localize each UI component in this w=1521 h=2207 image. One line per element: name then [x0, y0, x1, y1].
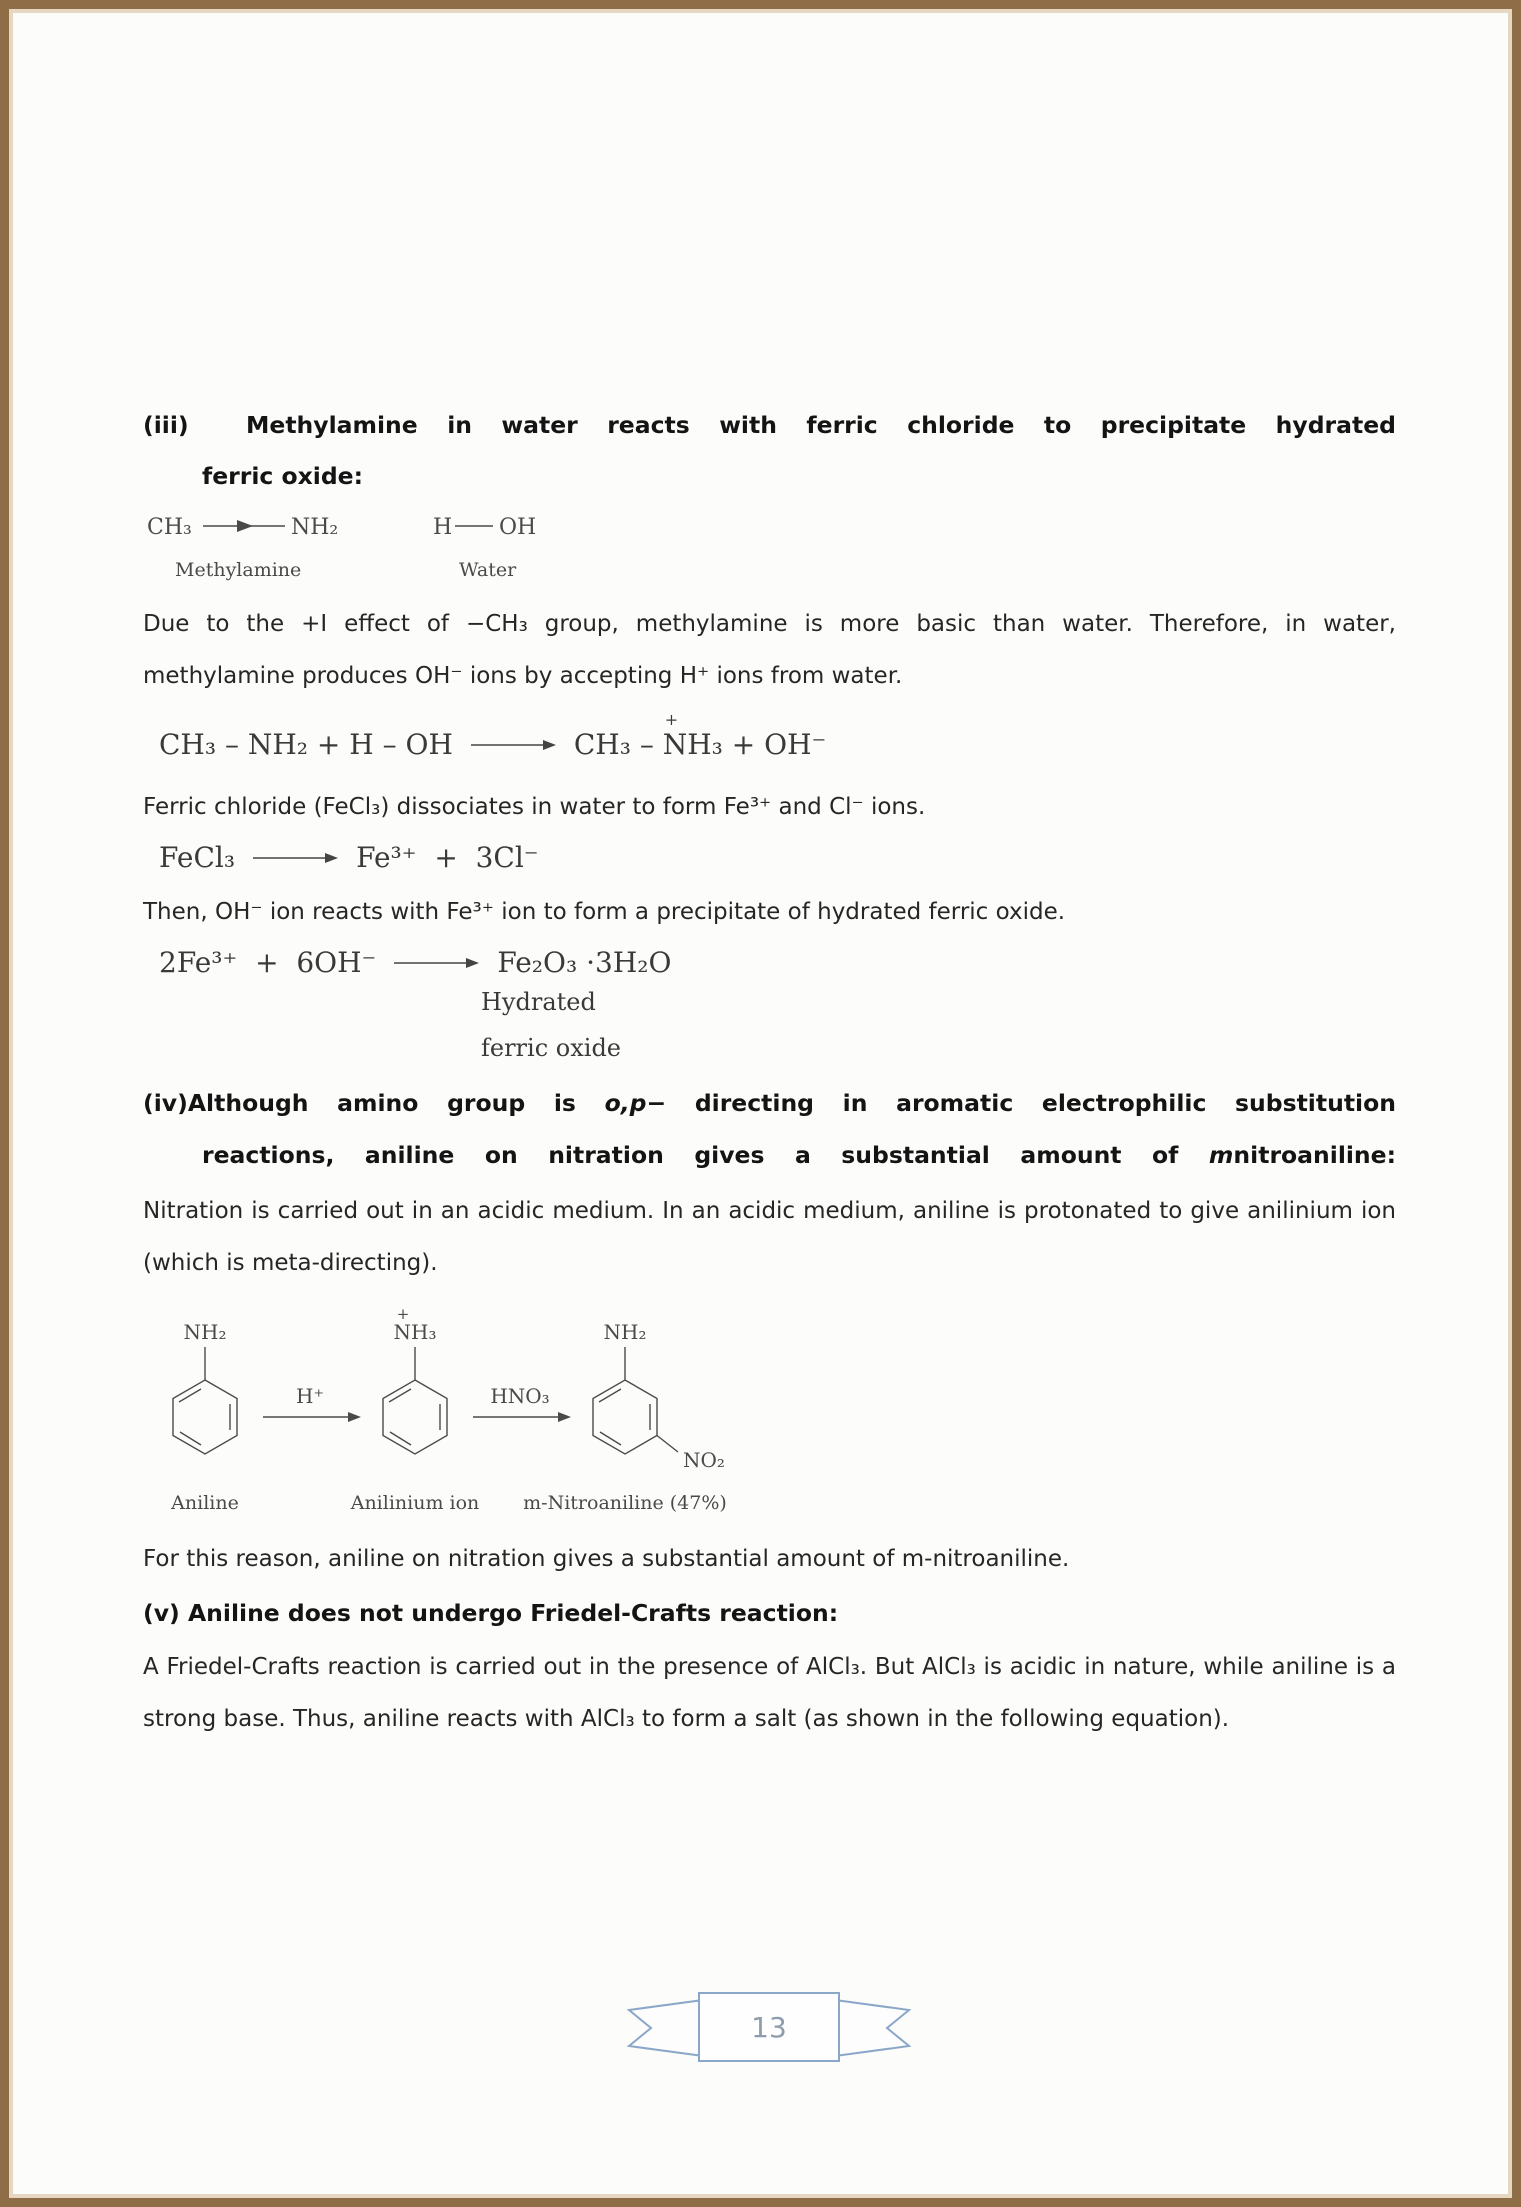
anilinium-benzene-ring [383, 1347, 447, 1454]
arrow1-reagent-label: H⁺ [296, 1384, 324, 1408]
reaction-arrow-icon [253, 850, 338, 866]
methylamine-ch3-formula: CH₃ [147, 515, 192, 540]
section-iii-marker: (iii) [143, 411, 189, 439]
section-v-heading-text: Aniline does not undergo Friedel-Crafts reaction: [187, 1599, 839, 1627]
equation-precipitate [159, 946, 1396, 979]
section-v-heading [143, 1595, 1396, 1631]
nitrogen-symbol: N [662, 728, 688, 761]
equation-precipitate-rhs: Fe₂O₃ ·3H₂O [497, 946, 672, 979]
page-number: 13 [751, 2011, 787, 2044]
nitroaniline-no2-group: NO₂ [683, 1448, 725, 1472]
section-iv-heading-line1 [143, 1085, 1396, 1121]
page-content [143, 9, 1396, 1745]
para-dissociation: Ferric chloride (FeCl₃) dissociates in water to form Fe³⁺ and Cl⁻ ions. [143, 794, 926, 820]
anilinium-plus-charge: + [396, 1305, 410, 1323]
water-oh-formula: OH [499, 515, 537, 540]
equation-protonation-rhs-pre: CH₃ – [573, 728, 663, 761]
equation-protonation-rhs-post: H₃ + OH⁻ [687, 728, 827, 761]
methylamine-nh2-formula: NH₂ [291, 515, 339, 540]
water-label: Water [459, 559, 517, 581]
section-iii-heading-line1 [143, 407, 1396, 443]
section-iv-marker: (iv) [143, 1089, 188, 1117]
equation-protonation [159, 710, 1396, 761]
arrow2-reagent-label: HNO₃ [490, 1384, 550, 1408]
page-number-ribbon [619, 1984, 919, 2070]
para-precipitate: Then, OH⁻ ion reacts with Fe³⁺ ion to form a precipitate of hydrated ferric oxide. [143, 899, 1066, 925]
section-iii-heading-text: Methylamine in water reacts with ferric chloride to precipitate hydrated [246, 411, 1396, 439]
para-basicity: Due to the +I effect of −CH₃ group, methylamine is more basic than water. Therefore, in water, methylamine produces OH⁻ ions by accepting H⁺ ions from water. [143, 611, 1396, 689]
ribbon-left-tail [629, 2000, 703, 2056]
aniline-label: Aniline [171, 1492, 239, 1514]
section-iv-heading-op: o,p− [604, 1089, 667, 1117]
para-nitration: Nitration is carried out in an acidic medium. In an acidic medium, aniline is protonated to give anilinium ion (which is meta-directing). [143, 1198, 1396, 1276]
anilinium-ion-label: Anilinium ion [350, 1492, 480, 1514]
aniline-nh2-group: NH₂ [183, 1320, 227, 1344]
inductive-effect-arrow-icon [203, 520, 285, 532]
section-iv-heading-line2-seg1: reactions, aniline on nitration gives a substantial amount of [202, 1141, 1209, 1169]
para-friedel-crafts: A Friedel-Crafts reaction is carried out in the presence of AlCl₃. But AlCl₃ is acidic in nature, while aniline is a strong base. Thus, aniline reacts with AlCl₃ to form a salt (as shown in the following equation). [143, 1654, 1396, 1732]
protonated-nitrogen [662, 710, 688, 761]
reaction-arrow-icon [263, 1412, 361, 1422]
reaction-arrow-icon [471, 737, 556, 753]
nitroaniline-benzene-ring [593, 1347, 678, 1454]
section-iv-heading-seg1: Although amino group is [187, 1089, 605, 1117]
reaction-arrow-icon [473, 1412, 571, 1422]
product-label-line1: Hydrated [481, 988, 596, 1016]
methylamine-water-scheme [145, 506, 645, 584]
section-iv-heading-m: m [1208, 1141, 1234, 1169]
equation-precipitate-lhs: 2Fe³⁺ + 6OH⁻ [159, 946, 377, 979]
anilinium-nh3-group: NH₃ [393, 1320, 437, 1344]
section-iv-heading-line2-seg2: nitroaniline: [1233, 1141, 1396, 1169]
methylamine-label: Methylamine [175, 559, 302, 581]
aniline-benzene-ring [173, 1347, 237, 1454]
nitroaniline-nh2-group: NH₂ [603, 1320, 647, 1344]
m-nitroaniline-label: m-Nitroaniline (47%) [523, 1492, 727, 1514]
ribbon-right-tail [835, 2000, 909, 2056]
section-v-marker: (v) [143, 1599, 188, 1627]
nitrogen-plus-charge: + [664, 710, 679, 729]
reaction-arrow-icon [394, 955, 479, 971]
para-conclusion: For this reason, aniline on nitration gives a substantial amount of m-nitroaniline. [143, 1546, 1070, 1572]
section-iv-heading-line2 [143, 1137, 1396, 1173]
equation-dissociation-rhs: Fe³⁺ + 3Cl⁻ [356, 841, 539, 874]
equation-dissociation-lhs: FeCl₃ [159, 841, 236, 874]
equation-protonation-lhs: CH₃ – NH₂ + H – OH [159, 728, 453, 761]
equation-dissociation [159, 841, 1396, 874]
section-iii-heading-line2: ferric oxide: [202, 462, 364, 490]
aniline-nitration-scheme [147, 1295, 807, 1527]
product-label-line2: ferric oxide [481, 1034, 622, 1062]
water-h-formula: H [433, 515, 453, 540]
section-iv-heading-seg2: directing in aromatic electrophilic substitution [666, 1089, 1396, 1117]
